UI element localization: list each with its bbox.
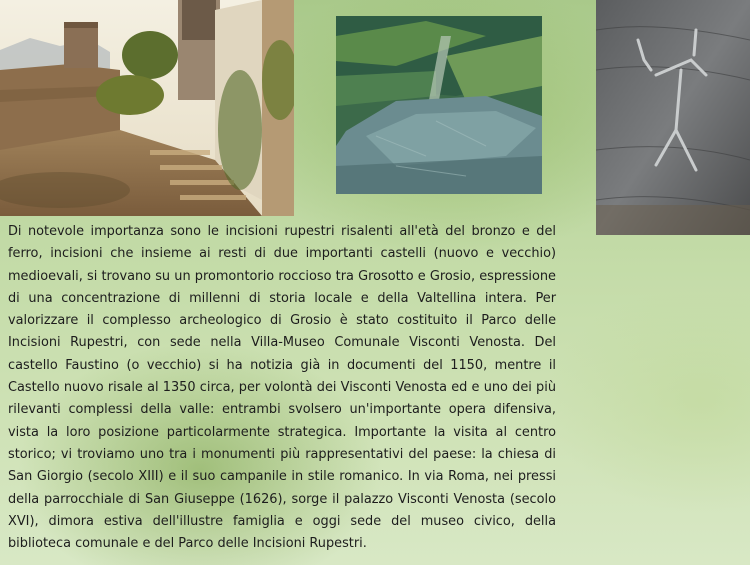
rock-engraving-photo [596,0,750,235]
terraced-field-photo [336,16,542,194]
castle-ruins-photo [0,0,294,216]
intro-paragraph: Di notevole importanza sono le incisioni rupestri risalenti all'età del bronzo e del ferro, incisioni che insieme ai resti di due importanti castelli (nuovo e vecchio) medioevali, si trovano su un promontorio roccioso tra Grosotto e Grosio, espressione di una concentrazione di millenni di storia locale e della Valtellina intera. Per valorizzare il complesso archeologico di Grosio è stato costituito il Parco delle Incisioni Rupestri, con sede nella Villa-Museo Comunale Visconti Venosta. Del castello Faustino (o vecchio) si ha notizia già in documenti del 1150, mentre il Castello nuovo risale al 1350 circa, per volontà dei Visconti Venosta ed e uno dei più rilevanti complessi della valle: entrambi svolsero un'importante opera difensiva, vista la loro posizione particolarmente strategica. Importante la visita al centro storico; vi troviamo uno tra i monumenti più rappresentativi del paese: la chiesa di San Giorgio (secolo XIII) e il suo campanile in stile romanico. In via Roma, nei pressi della parrocchiale di San Giuseppe (1626), sorge il palazzo Visconti Venosta (secolo XVI), dimora estiva dell'illustre famiglia e oggi sede del museo civico, della biblioteca comunale e del Parco delle Incisioni Rupestri. [8,224,556,552]
